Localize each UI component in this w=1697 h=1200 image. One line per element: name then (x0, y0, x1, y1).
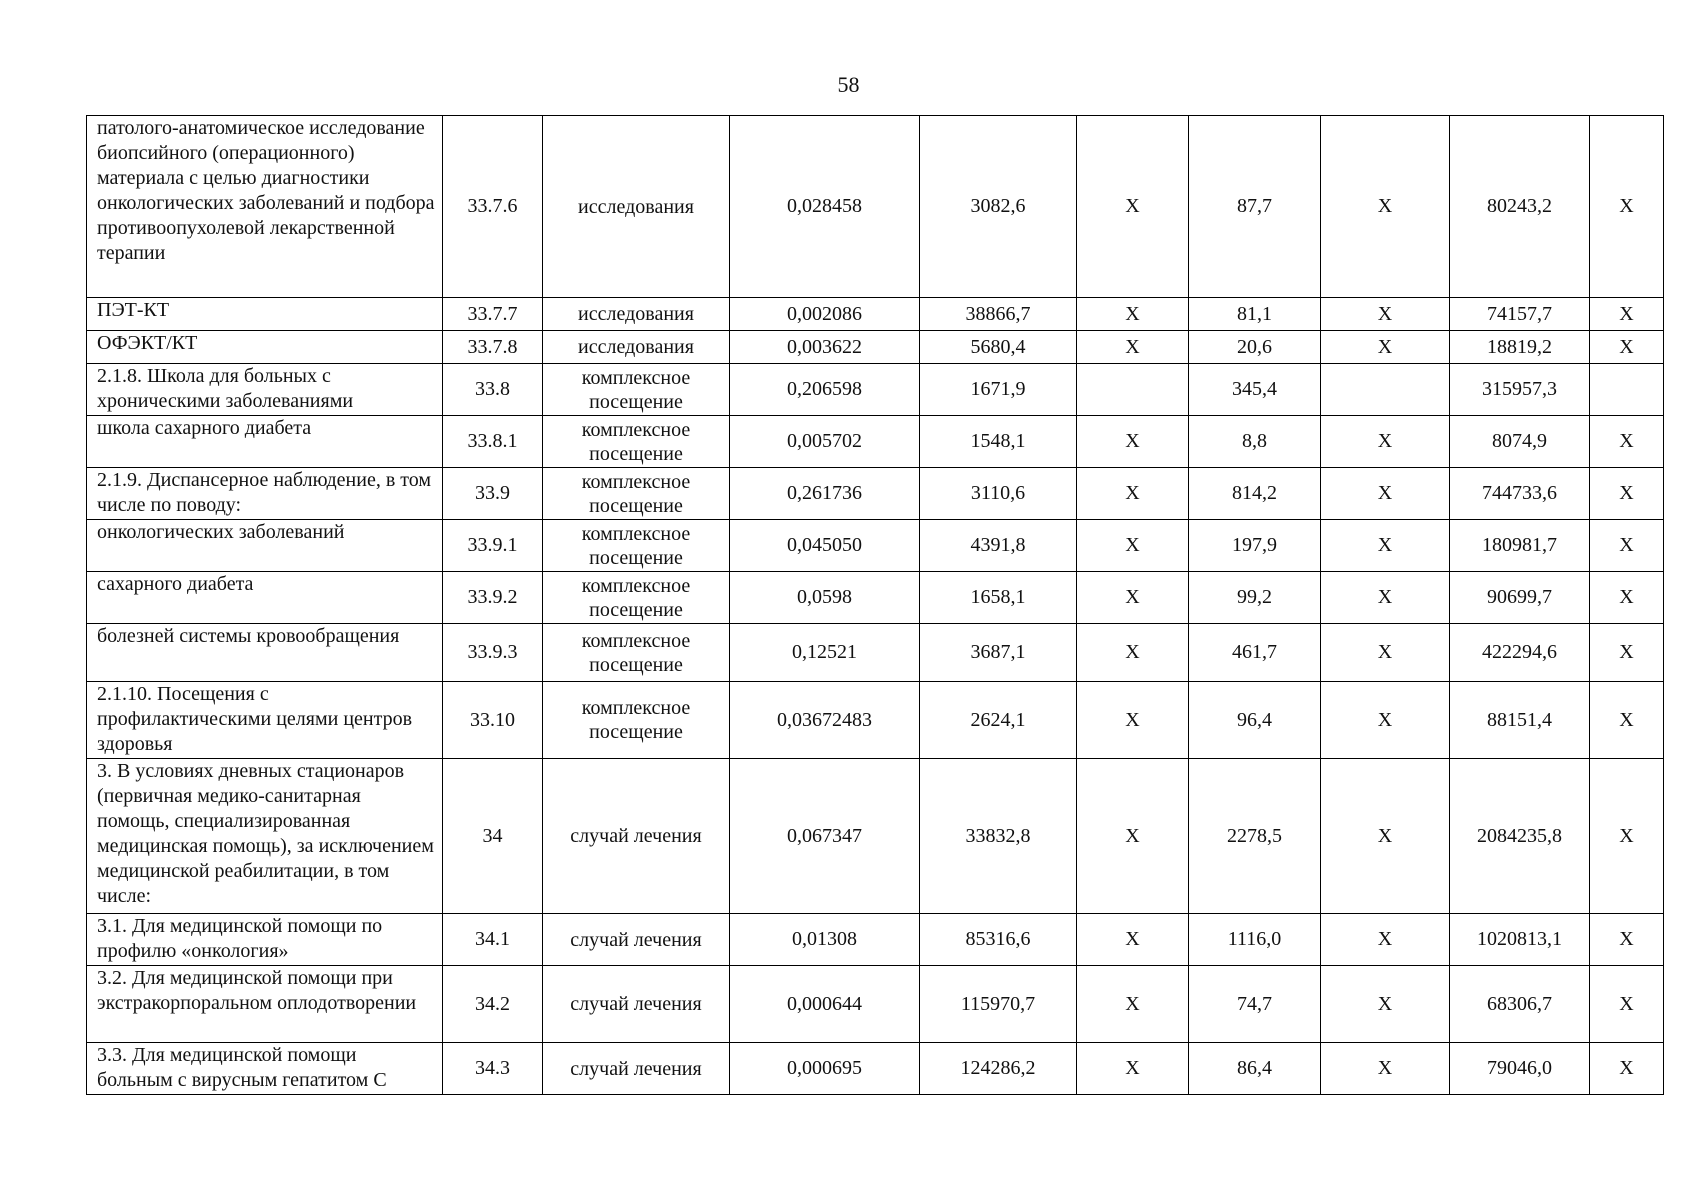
row-code-cell: 34.2 (443, 966, 543, 1043)
row-col8-cell: X (1321, 624, 1450, 682)
row-norm-cell: 0,261736 (730, 468, 920, 520)
row-col8-cell: X (1321, 116, 1450, 298)
table-row (87, 914, 1664, 966)
row-norm-cell: 0,003622 (730, 331, 920, 364)
table-row (87, 416, 1664, 468)
row-code-cell: 33.10 (443, 682, 543, 759)
row-col10-cell: X (1590, 416, 1664, 468)
row-col8-cell: X (1321, 1043, 1450, 1095)
row-norm-cell: 0,12521 (730, 624, 920, 682)
row-col7-cell: 81,1 (1189, 298, 1321, 331)
row-col10-cell: X (1590, 914, 1664, 966)
row-col9-cell: 2084235,8 (1450, 759, 1590, 914)
row-col7-cell: 8,8 (1189, 416, 1321, 468)
row-code-cell: 34.1 (443, 914, 543, 966)
row-unit-cell: исследования (543, 116, 730, 298)
row-unit-cell: исследования (543, 331, 730, 364)
row-col10-cell (1590, 364, 1664, 416)
row-col10-cell: X (1590, 624, 1664, 682)
row-cost-cell: 1658,1 (920, 572, 1077, 624)
row-norm-cell: 0,03672483 (730, 682, 920, 759)
row-col8-cell: X (1321, 416, 1450, 468)
row-col10-cell: X (1590, 759, 1664, 914)
table-row (87, 331, 1664, 364)
row-unit-cell: комплексное посещение (543, 364, 730, 416)
row-col9-cell: 88151,4 (1450, 682, 1590, 759)
row-cost-cell: 85316,6 (920, 914, 1077, 966)
row-unit-cell: случай лечения (543, 966, 730, 1043)
row-col9-cell: 79046,0 (1450, 1043, 1590, 1095)
table-row (87, 572, 1664, 624)
row-cost-cell: 3687,1 (920, 624, 1077, 682)
row-name-cell: 3. В условиях дневных стационаров (первичная медико-санитарная помощь, специализированная медицинская помощь), за исключением медицинской реабилитации, в том числе: (87, 759, 443, 914)
row-name-cell: ПЭТ-КТ (87, 298, 443, 331)
row-col8-cell: X (1321, 759, 1450, 914)
row-unit-cell: случай лечения (543, 1043, 730, 1095)
row-col9-cell: 8074,9 (1450, 416, 1590, 468)
row-norm-cell: 0,028458 (730, 116, 920, 298)
row-col9-cell: 315957,3 (1450, 364, 1590, 416)
row-col10-cell: X (1590, 116, 1664, 298)
row-col10-cell: X (1590, 298, 1664, 331)
row-col6-cell: X (1077, 468, 1189, 520)
row-unit-cell: исследования (543, 298, 730, 331)
row-norm-cell: 0,002086 (730, 298, 920, 331)
row-cost-cell: 3110,6 (920, 468, 1077, 520)
row-cost-cell: 124286,2 (920, 1043, 1077, 1095)
row-col6-cell: X (1077, 116, 1189, 298)
row-col7-cell: 99,2 (1189, 572, 1321, 624)
row-col9-cell: 80243,2 (1450, 116, 1590, 298)
row-col8-cell: X (1321, 966, 1450, 1043)
row-name-cell: 2.1.10. Посещения с профилактическими целями центров здоровья (87, 682, 443, 759)
row-name-cell: болезней системы кровообращения (87, 624, 443, 682)
row-col6-cell: X (1077, 572, 1189, 624)
row-col10-cell: X (1590, 331, 1664, 364)
row-code-cell: 33.9.2 (443, 572, 543, 624)
row-name-cell: 2.1.8. Школа для больных с хроническими заболеваниями (87, 364, 443, 416)
row-unit-cell: случай лечения (543, 759, 730, 914)
row-col6-cell: X (1077, 966, 1189, 1043)
row-col7-cell: 1116,0 (1189, 914, 1321, 966)
page-number: 58 (837, 72, 860, 97)
row-col7-cell: 74,7 (1189, 966, 1321, 1043)
table-row (87, 364, 1664, 416)
row-norm-cell: 0,000695 (730, 1043, 920, 1095)
row-code-cell: 33.9.1 (443, 520, 543, 572)
row-unit-cell: комплексное посещение (543, 624, 730, 682)
row-col6-cell: X (1077, 759, 1189, 914)
row-col8-cell: X (1321, 520, 1450, 572)
row-norm-cell: 0,005702 (730, 416, 920, 468)
row-name-cell: 2.1.9. Диспансерное наблюдение, в том числе по поводу: (87, 468, 443, 520)
row-norm-cell: 0,000644 (730, 966, 920, 1043)
table-row (87, 682, 1664, 759)
row-col7-cell: 814,2 (1189, 468, 1321, 520)
row-cost-cell: 33832,8 (920, 759, 1077, 914)
row-code-cell: 33.9 (443, 468, 543, 520)
row-col8-cell: X (1321, 298, 1450, 331)
row-col7-cell: 461,7 (1189, 624, 1321, 682)
row-col7-cell: 197,9 (1189, 520, 1321, 572)
row-col9-cell: 422294,6 (1450, 624, 1590, 682)
row-name-cell: онкологических заболеваний (87, 520, 443, 572)
table-row (87, 468, 1664, 520)
row-col6-cell: X (1077, 416, 1189, 468)
row-col9-cell: 74157,7 (1450, 298, 1590, 331)
row-col9-cell: 18819,2 (1450, 331, 1590, 364)
row-norm-cell: 0,01308 (730, 914, 920, 966)
row-col7-cell: 86,4 (1189, 1043, 1321, 1095)
row-name-cell: школа сахарного диабета (87, 416, 443, 468)
row-col8-cell: X (1321, 468, 1450, 520)
row-col7-cell: 2278,5 (1189, 759, 1321, 914)
row-col8-cell: X (1321, 914, 1450, 966)
row-norm-cell: 0,0598 (730, 572, 920, 624)
table-row (87, 966, 1664, 1043)
row-col8-cell: X (1321, 682, 1450, 759)
row-cost-cell: 5680,4 (920, 331, 1077, 364)
row-col10-cell: X (1590, 682, 1664, 759)
row-unit-cell: комплексное посещение (543, 416, 730, 468)
row-col10-cell: X (1590, 1043, 1664, 1095)
row-col10-cell: X (1590, 520, 1664, 572)
row-code-cell: 33.8 (443, 364, 543, 416)
table-row (87, 759, 1664, 914)
row-cost-cell: 1548,1 (920, 416, 1077, 468)
row-name-cell: 3.2. Для медицинской помощи при экстракорпоральном оплодотворении (87, 966, 443, 1043)
table-row (87, 520, 1664, 572)
row-col6-cell (1077, 364, 1189, 416)
row-col6-cell: X (1077, 298, 1189, 331)
row-col6-cell: X (1077, 520, 1189, 572)
table-row (87, 624, 1664, 682)
table-row (87, 1043, 1664, 1095)
row-cost-cell: 115970,7 (920, 966, 1077, 1043)
row-code-cell: 33.7.6 (443, 116, 543, 298)
row-unit-cell: комплексное посещение (543, 682, 730, 759)
row-col8-cell: X (1321, 331, 1450, 364)
row-norm-cell: 0,206598 (730, 364, 920, 416)
row-code-cell: 33.9.3 (443, 624, 543, 682)
row-name-cell: патолого-анатомическое исследование биопсийного (операционного) материала с целью диагностики онкологических заболеваний и подбора противоопухолевой лекарственной терапии (87, 116, 443, 298)
row-col9-cell: 68306,7 (1450, 966, 1590, 1043)
row-unit-cell: комплексное посещение (543, 572, 730, 624)
row-col6-cell: X (1077, 914, 1189, 966)
table-body (87, 116, 1664, 1095)
row-cost-cell: 2624,1 (920, 682, 1077, 759)
tariff-table (86, 115, 1664, 1095)
row-cost-cell: 3082,6 (920, 116, 1077, 298)
row-col7-cell: 96,4 (1189, 682, 1321, 759)
row-code-cell: 33.7.8 (443, 331, 543, 364)
row-unit-cell: случай лечения (543, 914, 730, 966)
row-name-cell: 3.1. Для медицинской помощи по профилю «онкология» (87, 914, 443, 966)
row-col7-cell: 345,4 (1189, 364, 1321, 416)
row-unit-cell: комплексное посещение (543, 520, 730, 572)
row-col8-cell: X (1321, 572, 1450, 624)
row-cost-cell: 1671,9 (920, 364, 1077, 416)
row-code-cell: 33.7.7 (443, 298, 543, 331)
row-col6-cell: X (1077, 331, 1189, 364)
row-name-cell: сахарного диабета (87, 572, 443, 624)
row-name-cell: 3.3. Для медицинской помощи больным с вирусным гепатитом С (87, 1043, 443, 1095)
row-cost-cell: 4391,8 (920, 520, 1077, 572)
row-norm-cell: 0,045050 (730, 520, 920, 572)
row-col7-cell: 20,6 (1189, 331, 1321, 364)
row-col6-cell: X (1077, 682, 1189, 759)
row-cost-cell: 38866,7 (920, 298, 1077, 331)
row-col6-cell: X (1077, 624, 1189, 682)
row-col9-cell: 180981,7 (1450, 520, 1590, 572)
table-row (87, 298, 1664, 331)
row-col8-cell (1321, 364, 1450, 416)
row-col10-cell: X (1590, 966, 1664, 1043)
row-code-cell: 34.3 (443, 1043, 543, 1095)
table-row (87, 116, 1664, 298)
row-name-cell: ОФЭКТ/КТ (87, 331, 443, 364)
row-col6-cell: X (1077, 1043, 1189, 1095)
row-col10-cell: X (1590, 468, 1664, 520)
row-col9-cell: 1020813,1 (1450, 914, 1590, 966)
row-col9-cell: 744733,6 (1450, 468, 1590, 520)
row-code-cell: 34 (443, 759, 543, 914)
row-col9-cell: 90699,7 (1450, 572, 1590, 624)
row-unit-cell: комплексное посещение (543, 468, 730, 520)
row-norm-cell: 0,067347 (730, 759, 920, 914)
row-col10-cell: X (1590, 572, 1664, 624)
row-col7-cell: 87,7 (1189, 116, 1321, 298)
row-code-cell: 33.8.1 (443, 416, 543, 468)
